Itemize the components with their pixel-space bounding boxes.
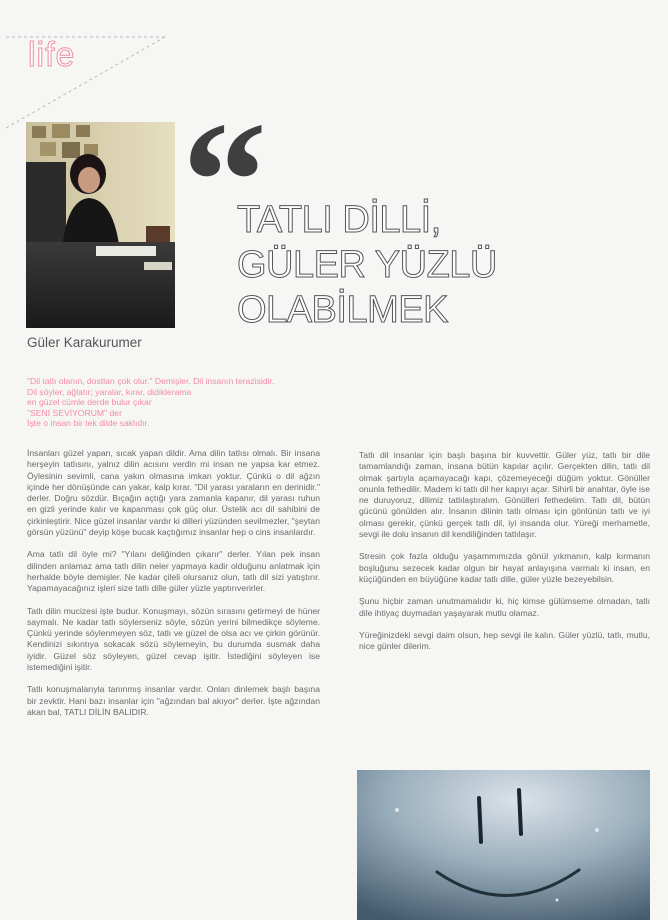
body-paragraph: Tatlı dilin mucizesi işte budur. Konuşmayı, sözün sırasını getirmeyi de hüner saymalı. Ne kadar tatlı söylerseniz söyle, sözün yerini bilmedikçe söyleme. Çünkü yerinde söylenmeyen söz, tatlı ve güzel de olsa acı ve çirkin görünür. Kendinizi sıkıntıya sokacak sözü söylemeyin, bu durumda susmak daha iyidir. Güzel söz söyleyen, güzel cevap işitir. İstediğini söyleyen ise istemediğini işitir. bbox=[27, 605, 320, 673]
pull-quote-line: "Dil tatlı olanın, dostları çok olur." Demişler. Dil insanın terazisidir. bbox=[27, 376, 275, 386]
open-quote-icon: “ bbox=[182, 87, 261, 275]
headline-line: OLABİLMEK bbox=[237, 289, 448, 331]
body-paragraph: İnsanları güzel yapan, sıcak yapan dildir. Ama dilin tatlısı olmalı. Bir insana herşeyin tatlısını, yalnız dilin acısını verdin mi insan ne yapsa kar etmez. Öylesinin sevimli, cana yakın olmasına imkan yoktur. Çünkü o dil ağzın içinde her dönüşünde can yakar, kalp kırar. "Dil yarası yaraların en derinidir." derler. Doğru sözdür. Bıçağın açtığı yara zamanla kapanır, dil yarası ruhun en gizli yerinde kalır ve kapanması çok güç olur. Üstelik acı dil sahibini de çirkinleştirir. Nice güzel insanlar vardır ki dilleri yüzünden sevilmezler, "şeytan görsün yüzünü" deyip köşe bucak kaçtığımız insanlar hep o cins insanlardır. bbox=[27, 448, 320, 538]
body-paragraph: Tatlı konuşmalarıyla tanınmış insanlar vardır. Onları dinlemek başlı başına bir zevktir. Hani bazı insanlar için "ağzından bal akıyor" derler. İşte ağzından akan bal, TATLI DİLİN BALIDIR. bbox=[27, 684, 320, 717]
body-paragraph: Stresin çok fazla olduğu yaşammımızda gönül yıkmanın, kalp kırmanın boşluğunu sezecek kadar olgun bir hayat anlayışına varmalı ki insan, en küçüğünden en büyüğüne kadar tatlı dille, güler yüzle bezeyebilsin. bbox=[359, 551, 650, 584]
body-paragraph: Şunu hiçbir zaman unutmamalıdır ki, hiç kimse gülümseme olmadan, tatlı dile ihtiyaç duymadan yaşayarak mutlu olamaz. bbox=[359, 596, 650, 618]
author-name: Güler Karakurumer bbox=[27, 335, 142, 350]
body-column-right bbox=[359, 450, 650, 663]
headline-line: GÜLER YÜZLÜ bbox=[237, 244, 497, 286]
body-paragraph: Ama tatlı dil öyle mi? "Yılanı deliğinden çıkarır" derler. Yılan pek insan dilinden anlamaz ama tatlı dilin neler yapmaya kadir olduğunu anlatmak için herhalde böyle demişler. Ne kadar çileli olursanız olun, tatlı dil sizi yatıştırır. Yapamayacağınız işleri size tatlı dille güler yüzle yaptırıverirler. bbox=[27, 549, 320, 594]
body-column-left bbox=[27, 448, 320, 729]
pull-quote-line: İşte o insan bir tek dilde saklıdır. bbox=[27, 418, 150, 428]
smiley-window-photo bbox=[357, 770, 650, 920]
pull-quote bbox=[27, 376, 327, 429]
author-photo bbox=[26, 122, 175, 328]
body-paragraph: Tatlı dil insanlar için başlı başına bir kuvvettir. Güler yüz, tatlı bir dile tamamlandığı zaman, insana bütün kapılar açılır. Gerçekten dilin, tatlı dil olmak şartıyla açamayacağı kapı, çözemeyeceği düğüm yoktur. Gönüller onunla fethedilir. Madem ki tatlı dil her kapıyı açar. Sihirli bir anahtar, öyle ise ne duruyoruz, dilimiz tatlılaştıralım. Gönülleri fethedelim. Tatlı dil, bütün gücünü gönülden alır. İnsanın dilinin tatlı olması için gönlünün tatlı ve iyi olması gerekir, çünkü gerçek tatlı dil, iyi insanda olur. Yüreği merhametle, sevgi ile dolu insanın dil kendiliğinden tatlılaşır. bbox=[359, 450, 650, 540]
body-paragraph: Yüreğinizdeki sevgi daim olsun, hep sevgi ile kalın. Güler yüzlü, tatlı, mutlu, nice günler dilerim. bbox=[359, 629, 650, 652]
corner-dashed-border bbox=[0, 0, 170, 140]
section-tag: life bbox=[28, 36, 76, 74]
pull-quote-line: Dil söyler, ağlatır; yaralar, kırar, didiklerama bbox=[27, 386, 192, 397]
headline-line: TATLI DİLLİ, bbox=[237, 199, 441, 241]
pull-quote-line: en güzel cümle derde bulur çıkar bbox=[27, 397, 152, 407]
headline bbox=[237, 198, 527, 333]
pull-quote-line: "SENİ SEVİYORUM" der bbox=[27, 407, 122, 418]
